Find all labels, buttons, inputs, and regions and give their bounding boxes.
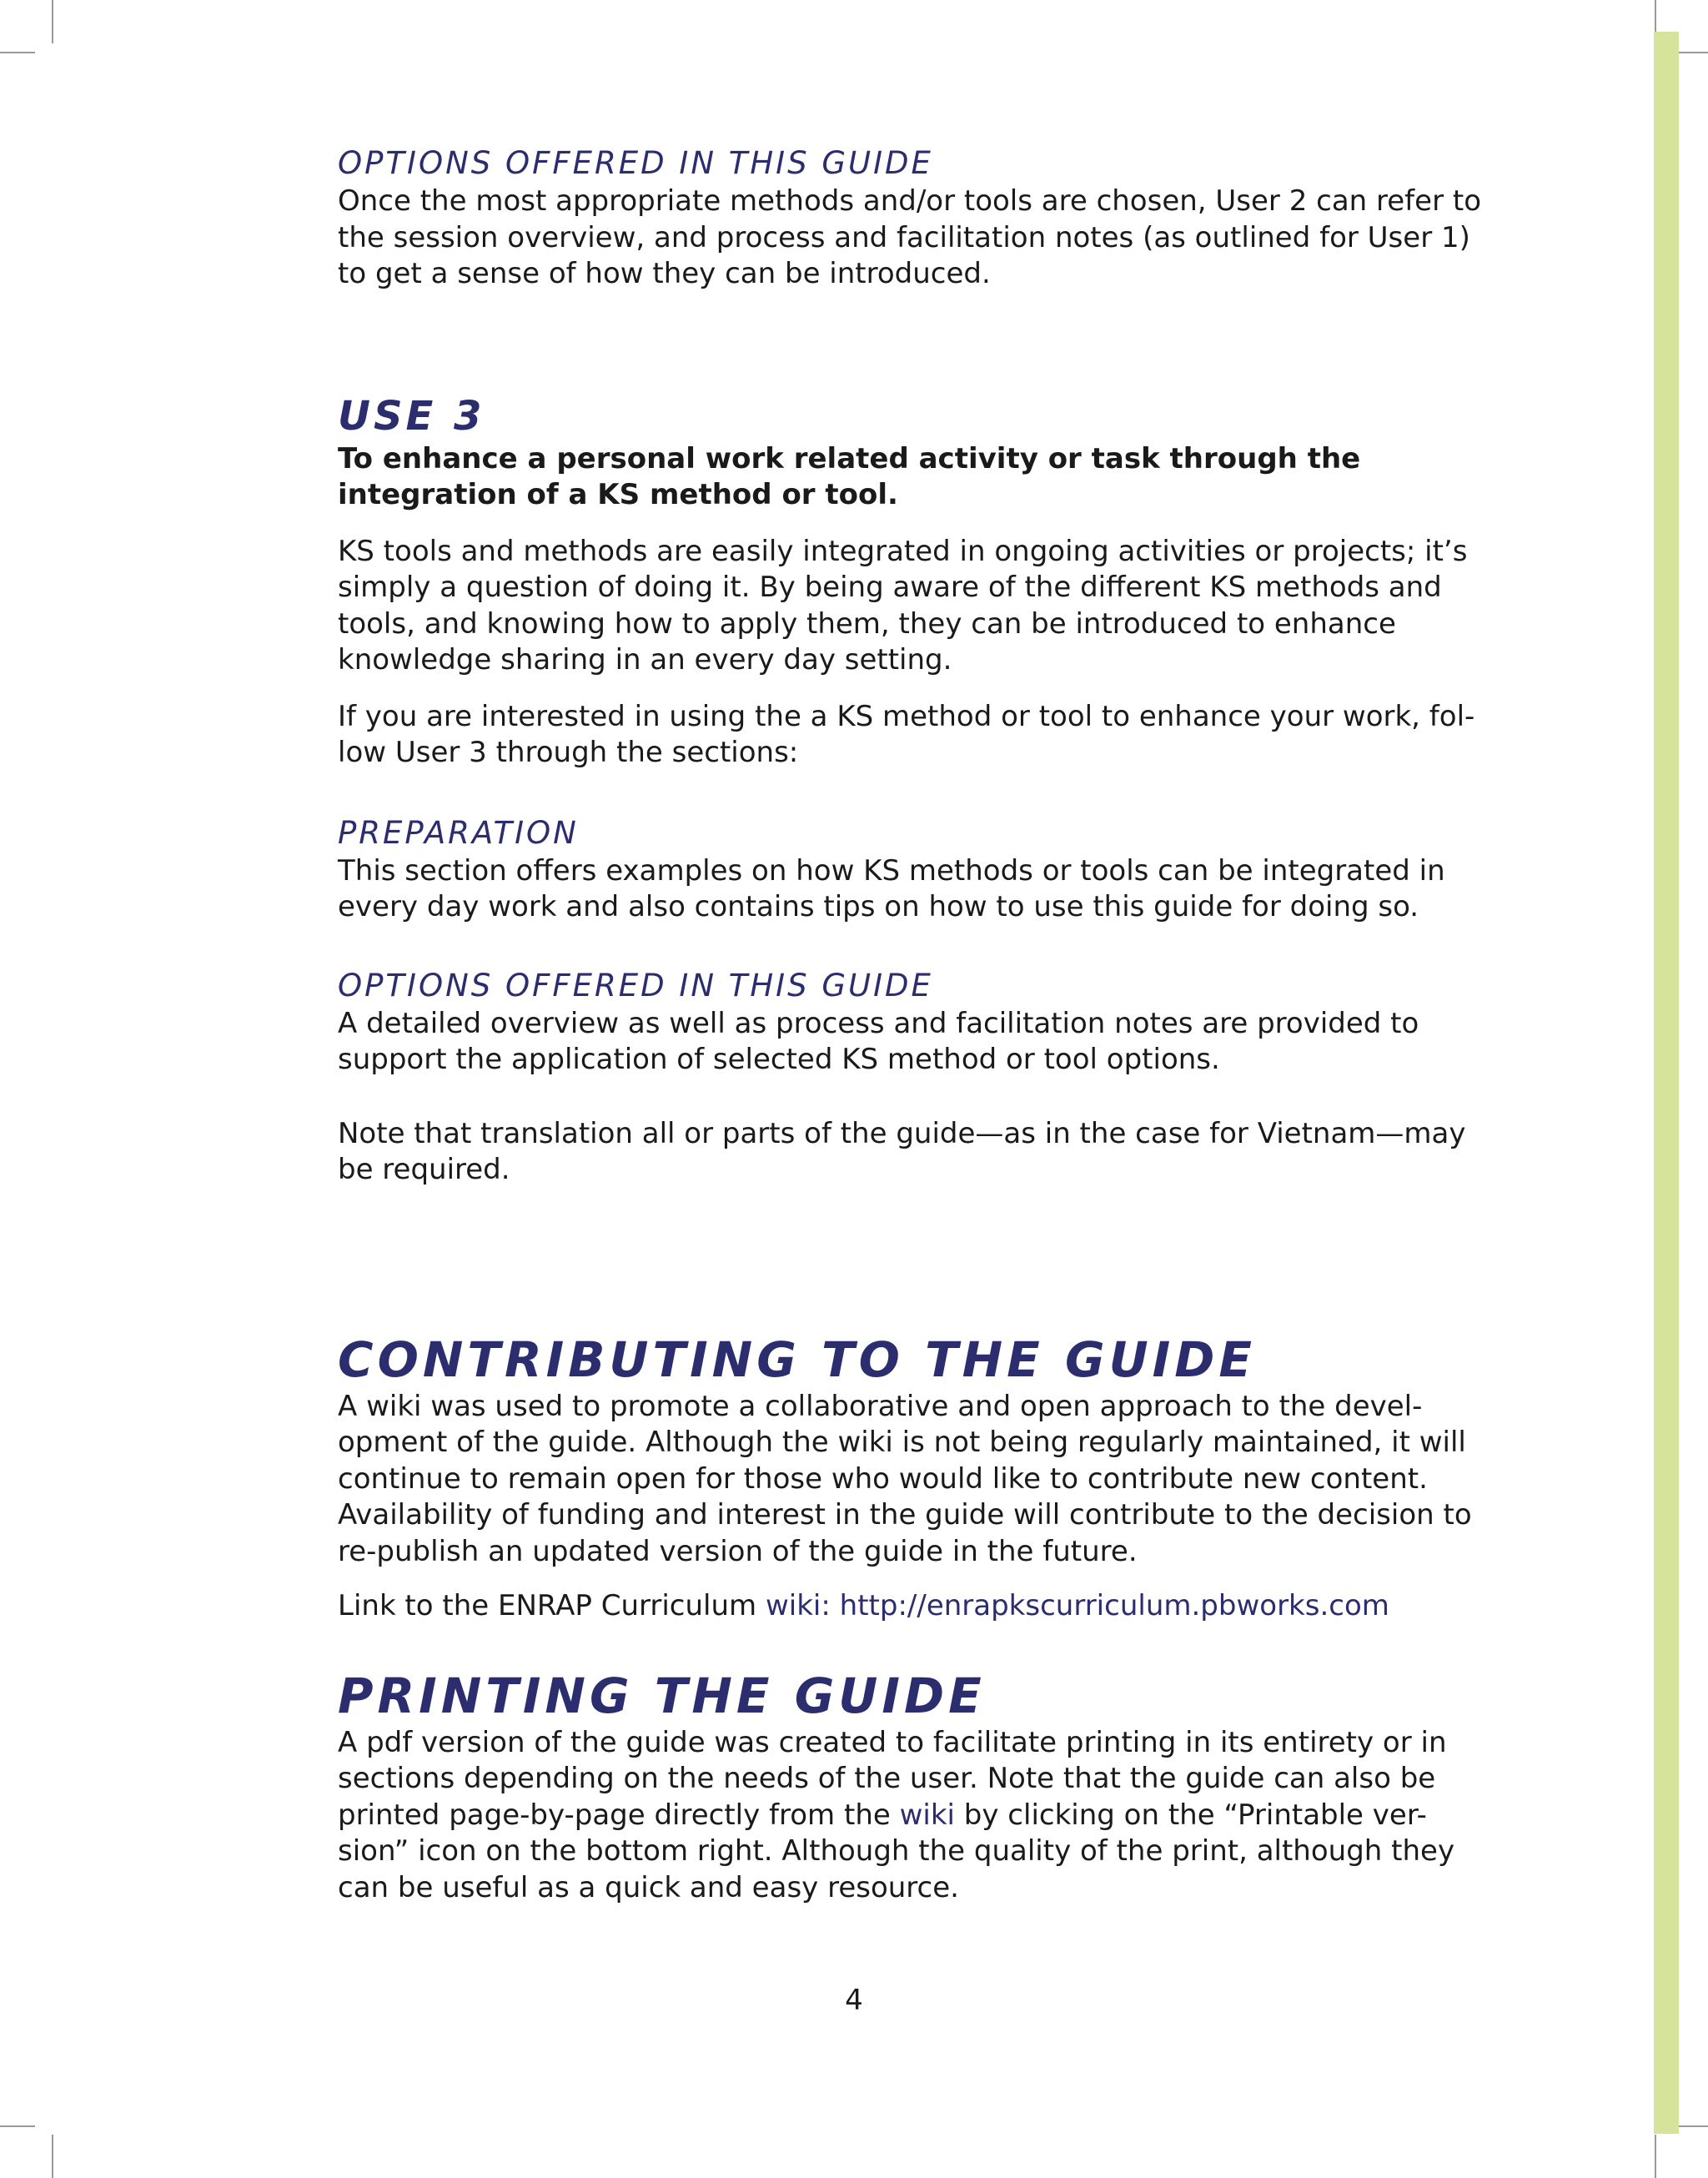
options-heading-2: OPTIONS OFFERED IN THIS GUIDE (338, 967, 933, 1003)
contributing-body: A wiki was used to promote a collaborative and open approach to the devel-opment of the guide. Although the wiki is not being regularly maintained, it will continue to remain open for those who would like to contribute new content. Availability of funding and interest in the guide will contribute to the decision to re-publish an updated version of the guide in the future. (338, 1389, 1472, 1568)
use3-paragraph-1: KS tools and methods are easily integrated in ongoing activities or projects; it’s simply a question of doing it. By being aware of the different KS methods and tools, and knowing how to apply them, they can be introduced to enhance knowledge sharing in an every day setting. (338, 534, 1468, 677)
crop-mark-bottom-left-horizontal (0, 2125, 35, 2127)
options-heading-1: OPTIONS OFFERED IN THIS GUIDE (338, 145, 933, 181)
use3-lead: To enhance a personal work related activity or task through the integration of a KS method or tool. (338, 441, 1361, 511)
wiki-link-label[interactable]: wiki: (765, 1589, 831, 1622)
printing-body-start: A pdf version of the guide was created to facilitate printing in its entirety or in sections depending on the needs of the user. Note that the guide can also be printed page-by-page directly from the (338, 1725, 1447, 1832)
use3-paragraph-2: If you are interested in using the a KS method or tool to enhance your work, fol-low User 3 through the sections: (338, 699, 1475, 769)
crop-mark-top-left-vertical (52, 0, 53, 43)
printing-body (338, 1725, 1489, 1907)
preparation-body: This section offers examples on how KS methods or tools can be integrated in every day work and also contains tips on how to use this guide for doing so. (338, 853, 1445, 923)
crop-mark-bottom-right-vertical (1655, 2135, 1656, 2178)
crop-mark-bottom-left-vertical (52, 2135, 53, 2178)
page-content (338, 143, 1489, 1906)
translation-note: Note that translation all or parts of the guide—as in the case for Vietnam—may be required. (338, 1116, 1466, 1186)
options-body-2: A detailed overview as well as process and facilitation notes are provided to support the application of selected KS method or tool options. (338, 1006, 1419, 1076)
side-color-bar (1654, 32, 1679, 2134)
wiki-link-prefix: Link to the ENRAP Curriculum (338, 1589, 766, 1622)
page-number: 4 (845, 1984, 863, 2017)
printing-wiki-link[interactable]: wiki (899, 1798, 955, 1832)
wiki-url-link[interactable]: http://enrapkscurriculum.pbworks.com (839, 1589, 1389, 1622)
crop-mark-top-left-horizontal (0, 52, 35, 53)
options-body-1: Once the most appropriate methods and/or tools are chosen, User 2 can refer to the session overview, and process and facilitation notes (as outlined for User 1) to get a sense of how they can be introduced. (338, 184, 1481, 290)
wiki-link-line (338, 1588, 1489, 1625)
preparation-heading: PREPARATION (338, 814, 579, 851)
printing-heading: PRINTING THE GUIDE (338, 1667, 986, 1724)
printing-body-end: by clicking on the “Printable ver-sion” icon on the bottom right. Although the quality of the print, although they can be useful as a quick and easy resource. (338, 1798, 1455, 1904)
use3-heading: USE 3 (338, 392, 485, 440)
contributing-heading: CONTRIBUTING TO THE GUIDE (338, 1330, 1257, 1388)
